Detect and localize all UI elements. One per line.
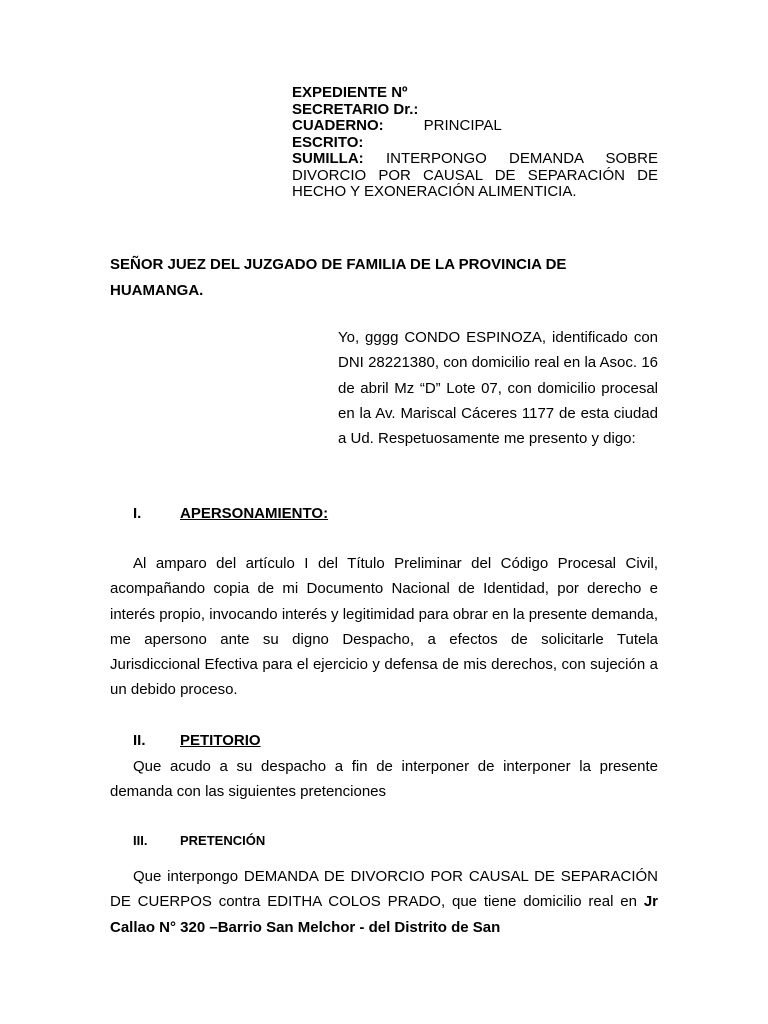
apersonamiento-body: Al amparo del artículo I del Título Preliminar del Código Procesal Civil, acompañando copia de mi Documento Nacional de Identidad, por derecho e interés propio, invocando interés y legitimidad para obrar en la presente demanda, me apersono ante su digno Despacho, a efectos de solicitarle Tutela Jurisdiccional Efectiva para el ejercicio y defensa de mis derechos, con sujeción a un debido proceso. — [110, 555, 658, 699]
addressee: SEÑOR JUEZ DEL JUZGADO DE FAMILIA DE LA PROVINCIA DE HUAMANGA. — [110, 256, 567, 299]
sumilla-label: SUMILLA: — [292, 150, 364, 167]
case-header — [292, 85, 658, 201]
petitorio-body: Que acudo a su despacho a fin de interponer de interponer la presente demanda con las siguientes pretenciones — [110, 758, 658, 801]
pretencion-body — [110, 864, 658, 940]
secretario-label: SECRETARIO Dr.: — [292, 100, 419, 118]
intro-paragraph: Yo, gggg CONDO ESPINOZA, identificado con DNI 28221380, con domicilio real en la Asoc. 16 de abril Mz “D” Lote 07, con domicilio procesal en la Av. Mariscal Cáceres 1177 de esta ciudad a Ud. Respetuosamente me presento y digo: — [338, 329, 658, 448]
section-title: APERSONAMIENTO: — [180, 505, 329, 522]
section-number: II. — [133, 732, 146, 749]
pretencion-text: Que interpongo DEMANDA DE DIVORCIO POR CAUSAL DE SEPARACIÓN DE CUERPOS contra EDITHA COLOS PRADO, que tiene domicilio real en — [110, 868, 658, 911]
section-heading-apersonamiento — [133, 505, 328, 522]
escrito-label: ESCRITO: — [292, 133, 364, 151]
section-heading-pretencion — [133, 833, 265, 848]
section-number: III. — [133, 833, 148, 848]
cuaderno-value: PRINCIPAL — [423, 117, 502, 134]
section-number: I. — [133, 505, 142, 522]
sumilla — [292, 151, 658, 201]
pretencion-address: Jr Callao N° 320 –Barrio San Melchor - del Distrito de San — [110, 893, 658, 936]
sumilla-text: INTERPONGO DEMANDA SOBRE DIVORCIO POR CAUSAL DE SEPARACIÓN DE HECHO Y EXONERACIÓN ALIMENTICIA. — [292, 150, 659, 200]
section-title: PETITORIO — [180, 732, 261, 749]
section-heading-petitorio — [133, 732, 261, 749]
section-title: PRETENCIÓN — [180, 833, 266, 848]
expediente-label: EXPEDIENTE Nº — [292, 84, 408, 101]
cuaderno-label: CUADERNO: — [292, 117, 384, 134]
